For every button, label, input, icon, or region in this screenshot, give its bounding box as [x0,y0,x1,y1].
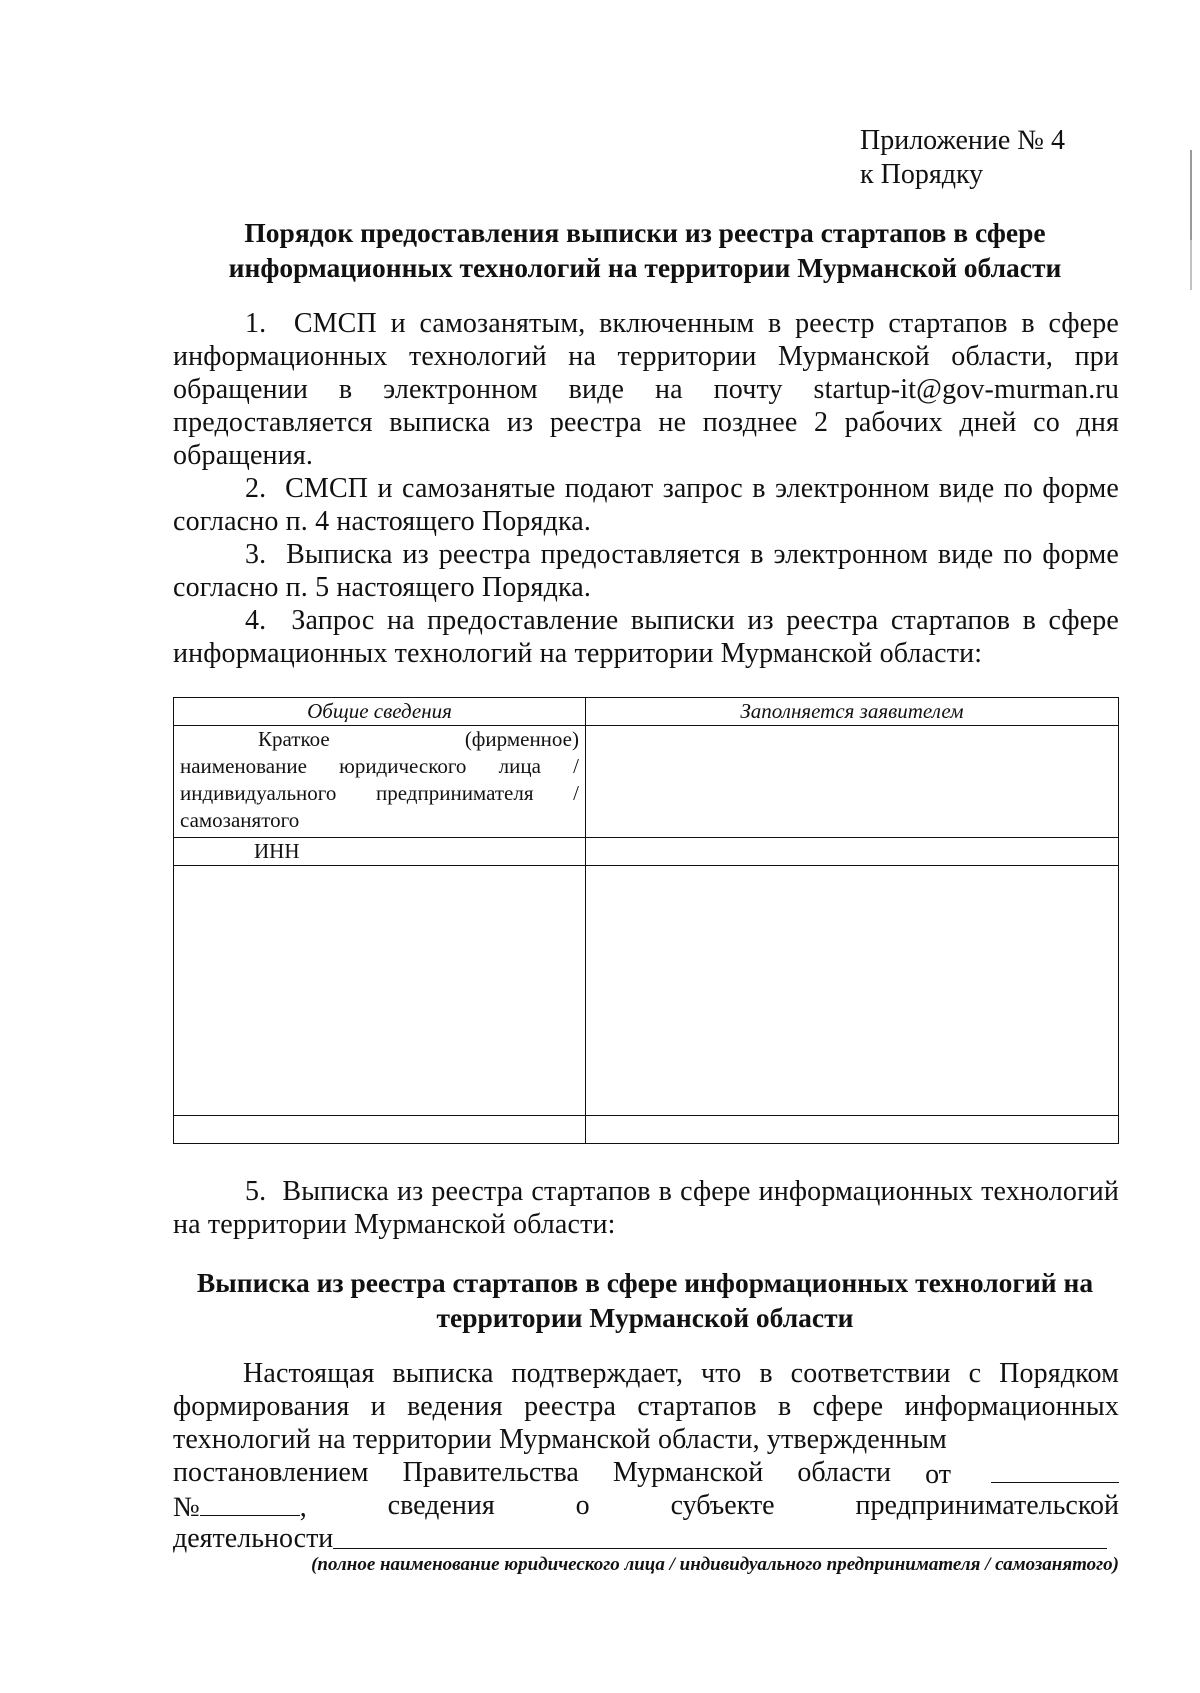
decree-date-blank[interactable] [991,1456,1119,1483]
paragraph-number: 2. [245,473,267,504]
empty-input-cell[interactable] [586,1116,1119,1144]
table-row [174,1116,1119,1144]
company-name-label-word: Краткое [258,727,330,751]
table-row [174,726,1119,838]
extract-body-text: Настоящая выписка подтверждает, что в соответствии с Порядком формирования и ведения реестра стартапов в сфере информационных технологий на территории Мурманской области, утвержденным [173,1358,1119,1455]
table-header-row [174,698,1119,726]
paragraph-5 [173,1175,1119,1241]
document-title-line: информационных технологий на территории Мурманской области [228,252,1062,283]
inn-input-cell[interactable] [586,838,1119,866]
extract-title-line: территории Мурманской области [436,1302,854,1333]
paragraph-text: СМСП и самозанятым, включенным в реестр стартапов в сфере информационных технологий на территории Мурманской области, при обращении в электронном виде на почту startup-it@gov-murman.ru предоставляется выписка из реестра не позднее 2 рабочих дней со дня обращения. [173,308,1119,471]
paragraph-1 [173,307,1119,472]
appendix-reference: к Порядку [860,159,984,190]
extract-title [170,1265,1120,1335]
empty-label-cell [174,1116,586,1144]
paragraph-text: СМСП и самозанятые подают запрос в электронном виде по форме согласно п. 4 настоящего Порядка. [173,473,1120,537]
table-header-filled-by-applicant: Заполняется заявителем [586,698,1119,726]
decree-word: области [797,1457,891,1488]
number-line [173,1489,1119,1524]
number-line-word: сведения [387,1490,495,1521]
document-title [170,215,1120,285]
empty-input-cell[interactable] [586,866,1119,1116]
decree-number-blank[interactable] [200,1489,300,1516]
paragraph-text: Запрос на предоставление выписки из реестра стартапов в сфере информационных технологий на территории Мурманской области: [173,605,1119,669]
activity-word: деятельности [173,1523,334,1554]
extract-title-line: Выписка из реестра стартапов в сфере информационных технологий на [196,1267,1094,1298]
extract-body [173,1357,1119,1456]
paragraph-3 [173,538,1119,604]
table-header-general-info: Общие сведения [174,698,586,726]
company-name-input-cell[interactable] [586,726,1119,838]
company-name-label-word: (фирменное) [464,727,579,751]
paragraph-text: Выписка из реестра предоставляется в электронном виде по форме согласно п. 5 настоящего Порядка. [173,539,1119,603]
number-line-word: предпринимательской [855,1490,1119,1521]
paragraph-number: 1. [245,308,267,339]
paragraph-number: 4. [245,605,267,636]
paragraph-number: 3. [245,539,267,570]
decree-word: Мурманской [612,1457,764,1488]
company-name-label-cell [174,726,586,838]
decree-word: Правительства [402,1457,579,1488]
decree-line [173,1456,1119,1491]
appendix-number: Приложение № 4 [860,125,1065,156]
paragraph-number: 5. [245,1176,267,1207]
activity-line [173,1522,1119,1555]
subject-name-blank[interactable] [333,1522,1107,1549]
table-row [174,838,1119,866]
appendix-label [860,124,1065,192]
number-line-word: о [575,1490,590,1521]
inn-label-cell: ИНН [174,838,586,866]
scan-edge-mark [1190,235,1192,290]
paragraph-text: Выписка из реестра стартапов в сфере информационных технологий на территории Мурманской области: [173,1176,1119,1240]
empty-label-cell [174,866,586,1116]
paragraph-4 [173,604,1119,670]
document-title-line: Порядок предоставления выписки из реестра стартапов в сфере [244,217,1046,248]
subject-name-caption: (полное наименование юридического лица / индивидуального предпринимателя / самозанятого) [311,1554,1119,1575]
paragraph-2 [173,472,1119,538]
number-sign: № [173,1492,200,1523]
table-row [174,866,1119,1116]
decree-word: от [925,1459,951,1490]
request-form-table [173,697,1119,1144]
decree-word: постановлением [173,1457,369,1488]
company-name-label-text: наименование юридического лица / индивидуального предпринимателя / самозанятого [180,754,579,832]
number-comma: , [299,1492,307,1523]
scan-edge-mark [1190,150,1192,240]
number-line-word: субъекте [670,1490,775,1521]
